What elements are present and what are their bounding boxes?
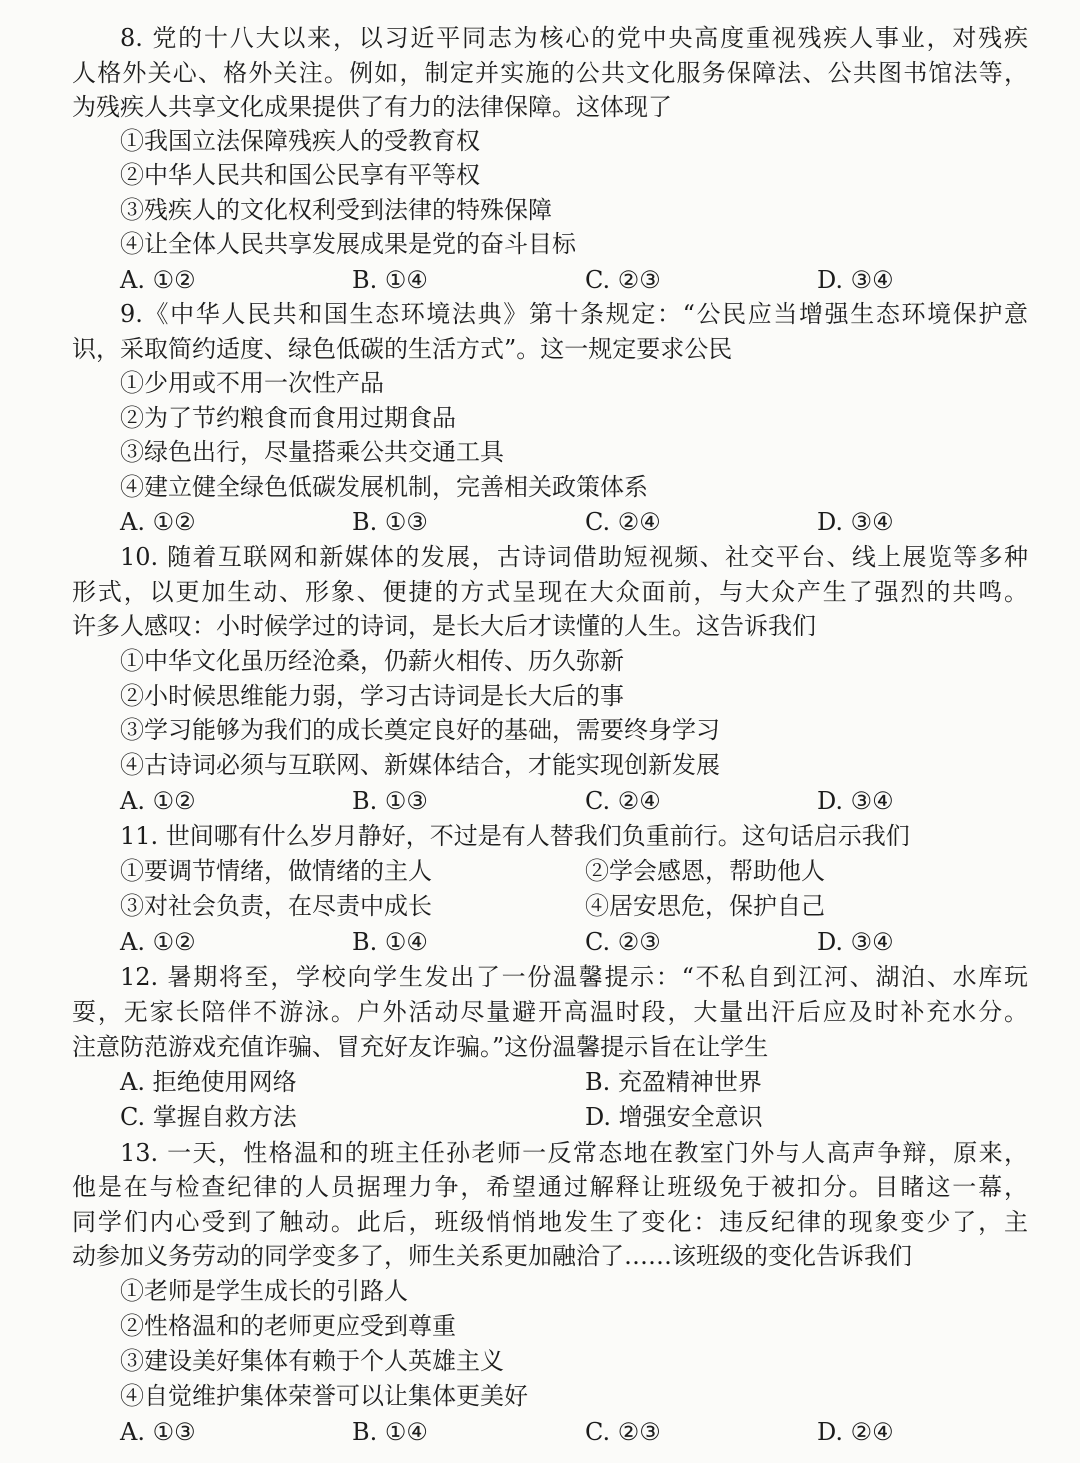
q11-stem-line-1: 11. 世间哪有什么岁月静好，不过是有人替我们负重前行。这句话启示我们: [120, 822, 910, 850]
q9-item-1: ①少用或不用一次性产品: [120, 369, 384, 397]
q10-choice-b: B. ①③: [352, 787, 428, 815]
q9-item-2: ②为了节约粮食而食用过期食品: [120, 404, 456, 432]
q8-item-2: ②中华人民共和国公民享有平等权: [120, 161, 480, 189]
q12-choice-d: D. 增强安全意识: [585, 1103, 763, 1131]
q9-stem-line-2: 识，采取简约适度、绿色低碳的生活方式”。这一规定要求公民: [72, 335, 733, 363]
q11-choice-a: A. ①②: [120, 928, 196, 956]
q9-choice-a: A. ①②: [120, 508, 196, 536]
q11-item-2: ②学会感恩，帮助他人: [585, 857, 825, 885]
q10-choice-a: A. ①②: [120, 787, 196, 815]
q13-choice-c: C. ②③: [585, 1418, 661, 1446]
q13-stem-line-3: 同学们内心受到了触动。此后，班级悄悄地发生了变化：违反纪律的现象变少了，主: [72, 1208, 1028, 1236]
q11-item-1: ①要调节情绪，做情绪的主人: [120, 857, 432, 885]
q9-stem-line-1: 9.《中华人民共和国生态环境法典》第十条规定：“公民应当增强生态环境保护意: [120, 300, 1028, 328]
q12-choice-a: A. 拒绝使用网络: [120, 1068, 297, 1096]
q11-choice-d: D. ③④: [817, 928, 894, 956]
q8-stem-line-3: 为残疾人共享文化成果提供了有力的法律保障。这体现了: [72, 93, 672, 121]
q13-stem-line-1: 13. 一天，性格温和的班主任孙老师一反常态地在教室门外与人高声争辩，原来，: [120, 1139, 1028, 1167]
q9-item-3: ③绿色出行，尽量搭乘公共交通工具: [120, 438, 504, 466]
q9-item-4: ④建立健全绿色低碳发展机制，完善相关政策体系: [120, 473, 648, 501]
q12-choice-b: B. 充盈精神世界: [585, 1068, 762, 1096]
q13-item-1: ①老师是学生成长的引路人: [120, 1277, 408, 1305]
q13-item-4: ④自觉维护集体荣誉可以让集体更美好: [120, 1382, 528, 1410]
q10-stem-line-2: 形式，以更加生动、形象、便捷的方式呈现在大众面前，与大众产生了强烈的共鸣。: [72, 578, 1028, 606]
q8-choice-d: D. ③④: [817, 266, 894, 294]
q8-stem-line-1: 8. 党的十八大以来，以习近平同志为核心的党中央高度重视残疾人事业，对残疾: [120, 24, 1028, 52]
q13-choice-b: B. ①④: [352, 1418, 428, 1446]
q12-stem-line-1: 12. 暑期将至，学校向学生发出了一份温馨提示：“不私自到江河、湖泊、水库玩: [120, 963, 1028, 991]
q10-choice-c: C. ②④: [585, 787, 661, 815]
q8-choice-a: A. ①②: [120, 266, 196, 294]
q13-stem-line-4: 动参加义务劳动的同学变多了，师生关系更加融洽了……该班级的变化告诉我们: [72, 1242, 912, 1270]
q12-stem-line-2: 耍，无家长陪伴不游泳。户外活动尽量避开高温时段，大量出汗后应及时补充水分。: [72, 998, 1028, 1026]
q10-choice-d: D. ③④: [817, 787, 894, 815]
q10-item-4: ④古诗词必须与互联网、新媒体结合，才能实现创新发展: [120, 751, 720, 779]
q10-stem-line-3: 许多人感叹：小时候学过的诗词，是长大后才读懂的人生。这告诉我们: [72, 612, 816, 640]
q13-choice-d: D. ②④: [817, 1418, 894, 1446]
q11-choice-c: C. ②③: [585, 928, 661, 956]
q8-choice-b: B. ①④: [352, 266, 428, 294]
q10-item-1: ①中华文化虽历经沧桑，仍薪火相传、历久弥新: [120, 647, 624, 675]
q8-item-1: ①我国立法保障残疾人的受教育权: [120, 127, 480, 155]
q11-item-4: ④居安思危，保护自己: [585, 892, 825, 920]
q12-choice-c: C. 掌握自救方法: [120, 1103, 297, 1131]
q9-choice-b: B. ①③: [352, 508, 428, 536]
q8-item-4: ④让全体人民共享发展成果是党的奋斗目标: [120, 230, 576, 258]
q8-item-3: ③残疾人的文化权利受到法律的特殊保障: [120, 196, 552, 224]
q11-choice-b: B. ①④: [352, 928, 428, 956]
q9-choice-d: D. ③④: [817, 508, 894, 536]
q13-stem-line-2: 他是在与检查纪律的人员据理力争，希望通过解释让班级免于被扣分。目睹这一幕，: [72, 1173, 1028, 1201]
q10-item-2: ②小时候思维能力弱，学习古诗词是长大后的事: [120, 682, 624, 710]
q13-choice-a: A. ①③: [120, 1418, 196, 1446]
q10-stem-line-1: 10. 随着互联网和新媒体的发展，古诗词借助短视频、社交平台、线上展览等多种: [120, 543, 1028, 571]
q10-item-3: ③学习能够为我们的成长奠定良好的基础，需要终身学习: [120, 716, 720, 744]
q12-stem-line-3: 注意防范游戏充值诈骗、冒充好友诈骗。”这份温馨提示旨在让学生: [72, 1033, 769, 1061]
q11-item-3: ③对社会负责，在尽责中成长: [120, 892, 432, 920]
q13-item-3: ③建设美好集体有赖于个人英雄主义: [120, 1347, 504, 1375]
q8-stem-line-2: 人格外关心、格外关注。例如，制定并实施的公共文化服务保障法、公共图书馆法等，: [72, 59, 1028, 87]
q9-choice-c: C. ②④: [585, 508, 661, 536]
q8-choice-c: C. ②③: [585, 266, 661, 294]
q13-item-2: ②性格温和的老师更应受到尊重: [120, 1312, 456, 1340]
